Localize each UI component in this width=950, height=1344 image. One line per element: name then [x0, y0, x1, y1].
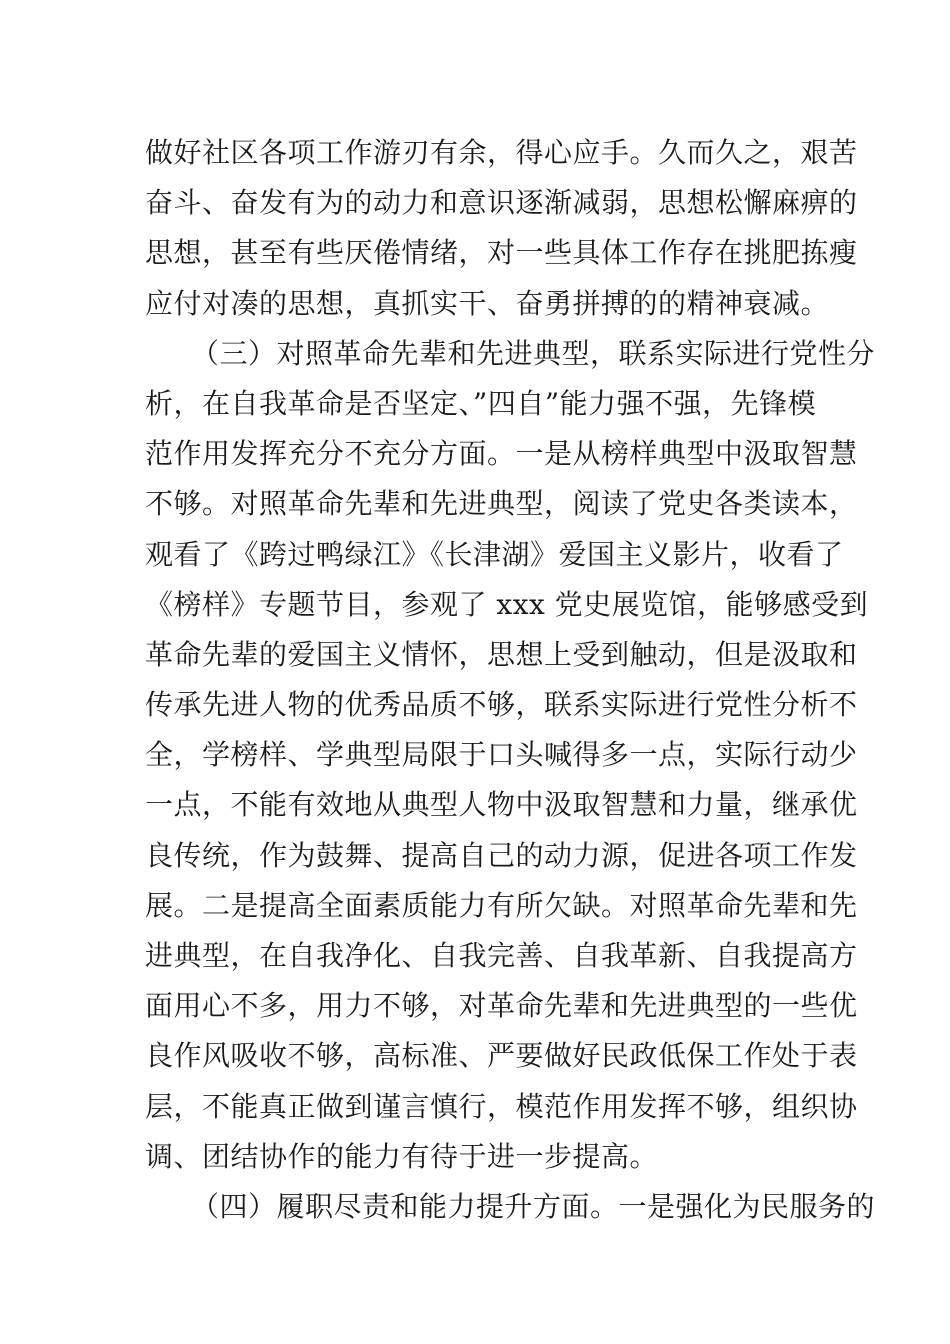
text-line: 进典型，在自我净化、自我完善、自我革新、自我提高方 — [145, 939, 858, 972]
body-text — [145, 128, 876, 1232]
text-line: 良作风吸收不够，高标准、严要做好民政低保工作处于表 — [145, 1039, 858, 1073]
text-line: 革命先辈的爱国主义情怀，思想上受到触动，但是汲取和 — [145, 637, 858, 671]
text-line: 层，不能真正做到谨言慎行，模范作用发挥不够，组织协 — [145, 1089, 858, 1123]
text-line: 观看了《跨过鸭绿江》《长津湖》爱国主义影片，收看了 — [145, 537, 844, 571]
text-line: 一点，不能有效地从典型人物中汲取智慧和力量，继承优 — [145, 788, 858, 822]
text-line: 不够。对照革命先辈和先进典型，阅读了党史各类读本， — [145, 487, 858, 521]
text-line: 展。二是提高全面素质能力有所欠缺。对照革命先辈和先 — [145, 888, 858, 922]
text-line: 面用心不多，用力不够，对革命先辈和先进典型的一些优 — [145, 989, 858, 1023]
text-line: 调、团结协作的能力有待于进一步提高。 — [145, 1139, 659, 1173]
text-line: 良传统，作为鼓舞、提高自己的动力源，促进各项工作发 — [145, 838, 858, 872]
text-line: 思想，甚至有些厌倦情绪，对一些具体工作存在挑肥拣瘦 — [145, 236, 858, 270]
text-line: 奋斗、奋发有为的动力和意识逐渐减弱，思想松懈麻痹的 — [145, 186, 858, 220]
text-line: 传承先进人物的优秀品质不够，联系实际进行党性分析不 — [145, 688, 858, 722]
text-line: 做好社区各项工作游刃有余，得心应手。久而久之，艰苦 — [145, 136, 858, 169]
section-four-heading-line: （四）履职尽责和能力提升方面。一是强化为民服务的 — [191, 1189, 876, 1223]
text-line: 全，学榜样、学典型局限于口头喊得多一点，实际行动少 — [145, 738, 858, 772]
text-line: 《榜样》专题节目，参观了 xxx 党史展览馆，能够感受到 — [145, 587, 869, 621]
text-line: 范作用发挥充分不充分方面。一是从榜样典型中汲取智慧 — [145, 437, 858, 471]
text-line: 应付对凑的思想，真抓实干、奋勇拼搏的的精神衰减。 — [145, 286, 830, 320]
section-three-heading-line: （三）对照革命先辈和先进典型，联系实际进行党性分 — [191, 336, 876, 370]
text-line: 析，在自我革命是否坚定、”四自”能力强不强，先锋模 — [145, 386, 817, 420]
